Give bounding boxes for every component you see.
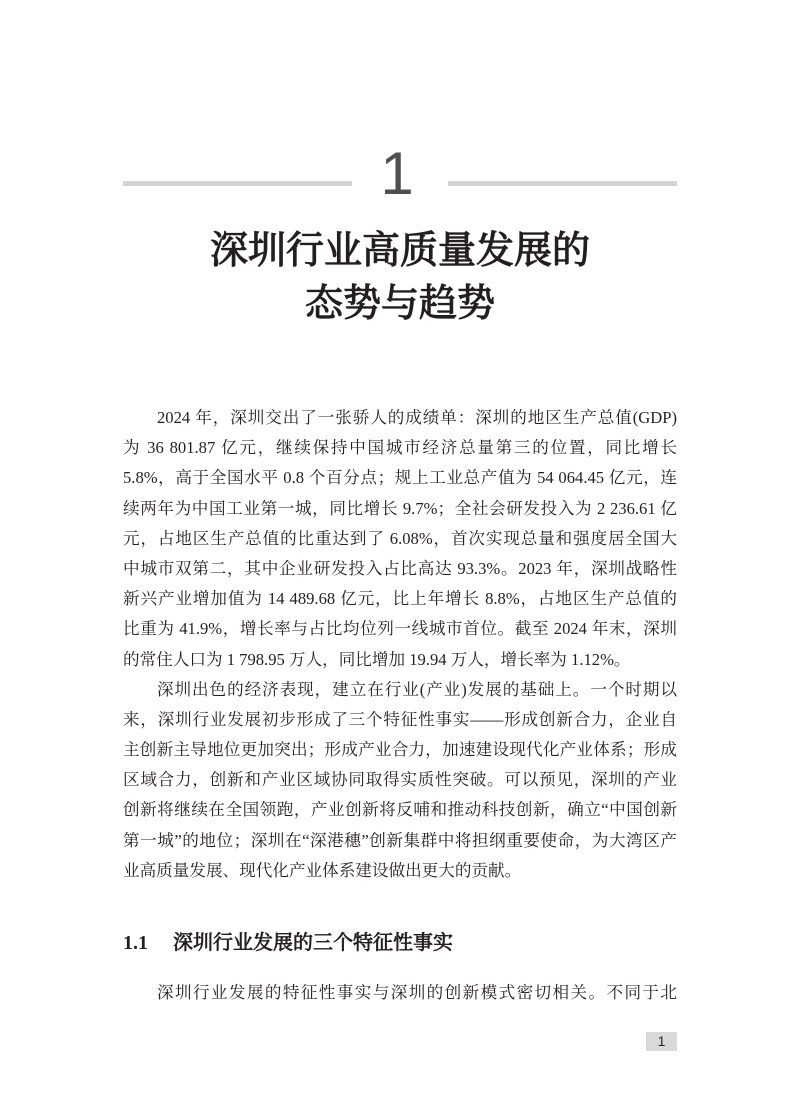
text-line: 的常住人口为 1 798.95 万人，同比增加 19.94 万人，增长率为 1.12%。 <box>123 649 631 669</box>
text-line: 第一城”的地位；深圳在“深港穗”创新集群中将担纲重要使命，为大湾区产 <box>123 830 677 850</box>
paragraph <box>123 675 677 886</box>
text-line: 2024 年，深圳交出了一张骄人的成绩单：深圳的地区生产总值(GDP) <box>157 408 677 427</box>
chapter-number: 1 <box>380 140 414 207</box>
text-line: 比重为 41.9%，增长率与占比均位列一线城市首位。截至 2024 年末，深圳 <box>123 619 677 639</box>
chapter-rule-left <box>123 181 352 186</box>
section-text <box>123 978 677 1008</box>
text-line: 业高质量发展、现代化产业体系建设做出更大的贡献。 <box>123 860 522 880</box>
text-line: 区域合力，创新和产业区域协同取得实质性突破。可以预见，深圳的产业 <box>123 770 677 790</box>
paragraph <box>123 403 677 675</box>
text-line: 新兴产业增加值为 14 489.68 亿元，比上年增长 8.8%，占地区生产总值的 <box>123 589 677 609</box>
text-line: 深圳行业发展的特征性事实与深圳的创新模式密切相关。不同于北 <box>157 983 677 1002</box>
intro-text <box>123 403 677 886</box>
chapter-title-line-1: 深圳行业高质量发展的 <box>209 227 590 272</box>
section-number: 1.1 <box>123 932 148 954</box>
text-line: 来，深圳行业发展初步形成了三个特征性事实——形成创新合力，企业自 <box>123 709 677 729</box>
section-heading <box>123 927 677 957</box>
text-line: 创新将继续在全国领跑，产业创新将反哺和推动科技创新，确立“中国创新 <box>123 800 677 820</box>
text-line: 续两年为中国工业第一城，同比增长 9.7%；全社会研发投入为 2 236.61 亿 <box>123 498 677 518</box>
page-number: 1 <box>646 1032 677 1051</box>
text-line: 元，占地区生产总值的比重达到了 6.08%，首次实现总量和强度居全国大 <box>123 528 677 548</box>
text-line: 为 36 801.87 亿元，继续保持中国城市经济总量第三的位置，同比增长 <box>123 438 677 458</box>
section-title: 深圳行业发展的三个特征性事实 <box>173 930 453 954</box>
text-line: 主创新主导地位更加突出；形成产业合力，加速建设现代化产业体系；形成 <box>123 740 677 760</box>
paragraph <box>123 978 677 1008</box>
text-line: 5.8%，高于全国水平 0.8 个百分点；规上工业总产值为 54 064.45 亿元，连 <box>123 468 677 488</box>
chapter-rule-right <box>448 181 677 186</box>
text-line: 深圳出色的经济表现，建立在行业(产业)发展的基础上。一个时期以 <box>157 679 677 699</box>
text-line: 中城市双第二，其中企业研发投入占比高达 93.3%。2023 年，深圳战略性 <box>123 558 677 578</box>
chapter-title-line-2: 态势与趋势 <box>304 280 495 325</box>
